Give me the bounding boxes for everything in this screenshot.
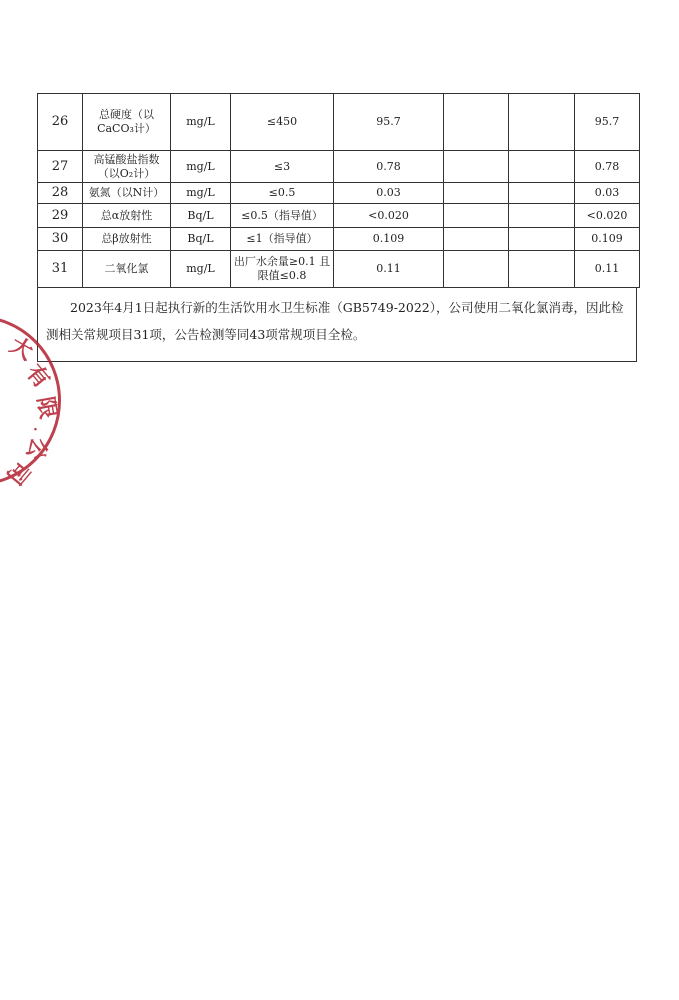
cell-final: 0.11 [575, 251, 640, 288]
table-row [38, 204, 640, 228]
cell-no: 30 [38, 228, 83, 251]
table-row [38, 151, 640, 183]
cell-unit: mg/L [171, 94, 231, 151]
cell-result: 0.78 [334, 151, 444, 183]
cell-no: 27 [38, 151, 83, 183]
cell-item: 氨氮（以N计） [83, 183, 171, 204]
cell-c7 [509, 251, 575, 288]
cell-item: 总α放射性 [83, 204, 171, 228]
cell-c6 [444, 151, 509, 183]
cell-item: 高锰酸盐指数（以O₂计） [83, 151, 171, 183]
cell-unit: mg/L [171, 251, 231, 288]
cell-limit: 出厂水余量≥0.1 且限值≤0.8 [231, 251, 334, 288]
cell-no: 28 [38, 183, 83, 204]
cell-c7 [509, 228, 575, 251]
cell-limit: ≤1（指导值） [231, 228, 334, 251]
cell-item: 二氧化氯 [83, 251, 171, 288]
cell-c6 [444, 251, 509, 288]
table-row [38, 228, 640, 251]
cell-result: 0.11 [334, 251, 444, 288]
table-row [38, 183, 640, 204]
cell-result: 0.03 [334, 183, 444, 204]
cell-unit: Bq/L [171, 204, 231, 228]
cell-limit: ≤450 [231, 94, 334, 151]
table-row [38, 251, 640, 288]
cell-no: 29 [38, 204, 83, 228]
cell-c7 [509, 94, 575, 151]
cell-final: 95.7 [575, 94, 640, 151]
cell-result: <0.020 [334, 204, 444, 228]
cell-final: 0.78 [575, 151, 640, 183]
cell-final: 0.03 [575, 183, 640, 204]
cell-final: 0.109 [575, 228, 640, 251]
cell-no: 31 [38, 251, 83, 288]
cell-c7 [509, 204, 575, 228]
cell-final: <0.020 [575, 204, 640, 228]
cell-limit: ≤0.5（指导值） [231, 204, 334, 228]
cell-limit: ≤3 [231, 151, 334, 183]
cell-c6 [444, 94, 509, 151]
water-quality-table [37, 93, 640, 288]
cell-limit: ≤0.5 [231, 183, 334, 204]
cell-result: 0.109 [334, 228, 444, 251]
cell-item: 总β放射性 [83, 228, 171, 251]
cell-item: 总硬度（以CaCO₃计） [83, 94, 171, 151]
cell-c6 [444, 228, 509, 251]
cell-result: 95.7 [334, 94, 444, 151]
cell-c7 [509, 183, 575, 204]
table-row [38, 94, 640, 151]
cell-unit: mg/L [171, 183, 231, 204]
cell-no: 26 [38, 94, 83, 151]
note-text: 2023年4月1日起执行新的生活饮用水卫生标准（GB5749-2022），公司使用二氧化氯消毒，因此检测相关常规项目31项，公告检测等同43项常规项目全检。 [37, 287, 637, 362]
cell-c7 [509, 151, 575, 183]
cell-c6 [444, 183, 509, 204]
company-seal: 大 有 限 · 公 司 [0, 315, 61, 486]
cell-unit: Bq/L [171, 228, 231, 251]
cell-c6 [444, 204, 509, 228]
cell-unit: mg/L [171, 151, 231, 183]
